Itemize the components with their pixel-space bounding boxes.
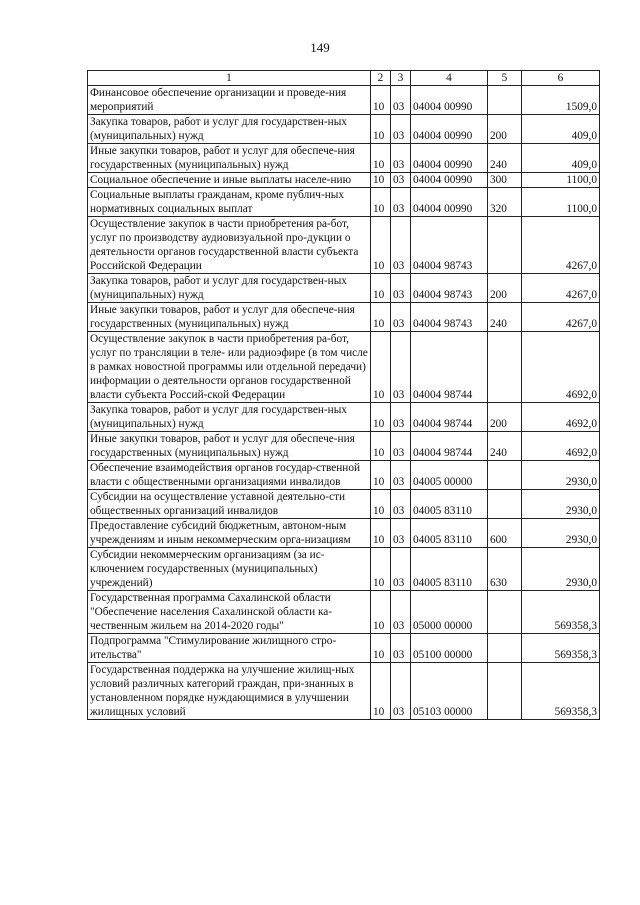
row-expense-type: 240 (488, 303, 522, 332)
row-name: Социальные выплаты гражданам, кроме публич-ных нормативных социальных выплат (88, 188, 371, 217)
table-row (88, 86, 600, 115)
row-expense-type: 630 (488, 548, 522, 591)
row-section: 10 (371, 173, 391, 188)
row-name: Социальное обеспечение и иные выплаты населе-нию (88, 173, 371, 188)
row-target-code: 04004 00990 (411, 115, 488, 144)
table-row (88, 173, 600, 188)
page-number: 149 (310, 40, 330, 55)
row-expense-type (488, 663, 522, 720)
row-expense-type (488, 634, 522, 663)
row-target-code: 05000 00000 (411, 591, 488, 634)
row-amount: 1100,0 (522, 188, 600, 217)
row-section: 10 (371, 188, 391, 217)
row-amount: 4267,0 (522, 274, 600, 303)
column-header: 4 (411, 71, 488, 86)
table-row (88, 188, 600, 217)
row-amount: 4692,0 (522, 332, 600, 403)
row-amount: 4692,0 (522, 403, 600, 432)
table-row (88, 519, 600, 548)
row-expense-type: 320 (488, 188, 522, 217)
column-header: 5 (488, 71, 522, 86)
row-section: 10 (371, 217, 391, 274)
row-name: Финансовое обеспечение организации и проведе-ния мероприятий (88, 86, 371, 115)
row-name: Осуществление закупок в части приобретения ра-бот, услуг по производству аудиовизуальной про-дукции о деятельности органов государственной власти субъекта Российской Федерации (88, 217, 371, 274)
row-amount: 2930,0 (522, 461, 600, 490)
row-name: Закупка товаров, работ и услуг для государствен-ных (муниципальных) нужд (88, 403, 371, 432)
row-section: 10 (371, 663, 391, 720)
row-target-code: 04004 98744 (411, 332, 488, 403)
row-section: 10 (371, 115, 391, 144)
row-section: 10 (371, 274, 391, 303)
row-target-code: 04004 00990 (411, 173, 488, 188)
row-name: Закупка товаров, работ и услуг для государствен-ных (муниципальных) нужд (88, 274, 371, 303)
row-subsection: 03 (391, 663, 411, 720)
row-amount: 1509,0 (522, 86, 600, 115)
row-subsection: 03 (391, 634, 411, 663)
row-target-code: 04005 83110 (411, 519, 488, 548)
row-amount: 569358,3 (522, 634, 600, 663)
row-expense-type (488, 217, 522, 274)
table-row (88, 115, 600, 144)
row-target-code: 04005 00000 (411, 461, 488, 490)
row-subsection: 03 (391, 303, 411, 332)
row-subsection: 03 (391, 403, 411, 432)
row-amount: 409,0 (522, 144, 600, 173)
row-expense-type (488, 490, 522, 519)
row-expense-type: 600 (488, 519, 522, 548)
row-name: Субсидии на осуществление уставной деятельно-сти общественных организаций инвалидов (88, 490, 371, 519)
row-expense-type: 200 (488, 274, 522, 303)
column-header: 2 (371, 71, 391, 86)
row-subsection: 03 (391, 548, 411, 591)
row-section: 10 (371, 591, 391, 634)
row-subsection: 03 (391, 461, 411, 490)
row-subsection: 03 (391, 274, 411, 303)
row-expense-type (488, 461, 522, 490)
row-amount: 409,0 (522, 115, 600, 144)
table-row (88, 274, 600, 303)
row-expense-type: 200 (488, 403, 522, 432)
row-section: 10 (371, 634, 391, 663)
row-expense-type (488, 332, 522, 403)
row-subsection: 03 (391, 591, 411, 634)
row-target-code: 04005 83110 (411, 548, 488, 591)
row-target-code: 04004 98743 (411, 303, 488, 332)
column-header: 3 (391, 71, 411, 86)
row-section: 10 (371, 403, 391, 432)
row-section: 10 (371, 519, 391, 548)
row-name: Обеспечение взаимодействия органов государ-ственной власти с общественными организациями инвалидов (88, 461, 371, 490)
row-expense-type (488, 591, 522, 634)
row-target-code: 04004 00990 (411, 144, 488, 173)
row-target-code: 05103 00000 (411, 663, 488, 720)
row-name: Иные закупки товаров, работ и услуг для обеспече-ния государственных (муниципальных) нужд (88, 303, 371, 332)
row-name: Закупка товаров, работ и услуг для государствен-ных (муниципальных) нужд (88, 115, 371, 144)
row-name: Иные закупки товаров, работ и услуг для обеспече-ния государственных (муниципальных) нужд (88, 432, 371, 461)
row-section: 10 (371, 432, 391, 461)
row-amount: 569358,3 (522, 663, 600, 720)
table-row (88, 217, 600, 274)
row-expense-type (488, 86, 522, 115)
row-name: Субсидии некоммерческим организациям (за ис-ключением государственных (муниципальных) учреждений) (88, 548, 371, 591)
row-subsection: 03 (391, 490, 411, 519)
row-name: Государственная программа Сахалинской области "Обеспечение населения Сахалинской области ка-чественным жильем на 2014-2020 годы" (88, 591, 371, 634)
row-expense-type: 240 (488, 432, 522, 461)
row-section: 10 (371, 303, 391, 332)
row-subsection: 03 (391, 86, 411, 115)
row-name: Предоставление субсидий бюджетным, автоном-ным учреждениям и иным некоммерческим орга-низациям (88, 519, 371, 548)
table-row (88, 332, 600, 403)
table-row (88, 403, 600, 432)
table-row (88, 490, 600, 519)
row-amount: 2930,0 (522, 548, 600, 591)
row-amount: 4267,0 (522, 303, 600, 332)
row-subsection: 03 (391, 115, 411, 144)
row-target-code: 05100 00000 (411, 634, 488, 663)
row-target-code: 04004 98743 (411, 217, 488, 274)
row-subsection: 03 (391, 144, 411, 173)
row-target-code: 04004 98744 (411, 403, 488, 432)
table-row (88, 548, 600, 591)
table-row (88, 591, 600, 634)
row-section: 10 (371, 461, 391, 490)
row-subsection: 03 (391, 432, 411, 461)
row-target-code: 04004 98743 (411, 274, 488, 303)
row-expense-type: 200 (488, 115, 522, 144)
row-section: 10 (371, 144, 391, 173)
row-amount: 2930,0 (522, 519, 600, 548)
row-amount: 2930,0 (522, 490, 600, 519)
row-subsection: 03 (391, 173, 411, 188)
table-header-row (88, 71, 600, 86)
row-target-code: 04005 83110 (411, 490, 488, 519)
row-section: 10 (371, 332, 391, 403)
row-section: 10 (371, 86, 391, 115)
table-row (88, 144, 600, 173)
row-subsection: 03 (391, 217, 411, 274)
row-amount: 569358,3 (522, 591, 600, 634)
row-section: 10 (371, 548, 391, 591)
column-header: 1 (88, 71, 371, 86)
row-expense-type: 300 (488, 173, 522, 188)
table-row (88, 461, 600, 490)
row-expense-type: 240 (488, 144, 522, 173)
row-amount: 4267,0 (522, 217, 600, 274)
row-subsection: 03 (391, 188, 411, 217)
row-name: Осуществление закупок в части приобретения ра-бот, услуг по трансляции в теле- или радиоэфире (в том числе в рамках новостной программы или отдельной передачи) информации о деятельности органов государственной власти субъекта Россий-ской Федерации (88, 332, 371, 403)
row-amount: 4692,0 (522, 432, 600, 461)
row-name: Подпрограмма "Стимулирование жилищного стро-ительства" (88, 634, 371, 663)
row-target-code: 04004 00990 (411, 86, 488, 115)
table-row (88, 303, 600, 332)
row-target-code: 04004 00990 (411, 188, 488, 217)
table-row (88, 432, 600, 461)
row-target-code: 04004 98744 (411, 432, 488, 461)
row-subsection: 03 (391, 332, 411, 403)
row-name: Государственная поддержка на улучшение жилищ-ных условий различных категорий граждан, при-знанных в установленном порядке нуждающимися в улучшении жилищных условий (88, 663, 371, 720)
row-section: 10 (371, 490, 391, 519)
column-header: 6 (522, 71, 600, 86)
table-row (88, 663, 600, 720)
row-amount: 1100,0 (522, 173, 600, 188)
table-row (88, 634, 600, 663)
row-subsection: 03 (391, 519, 411, 548)
row-name: Иные закупки товаров, работ и услуг для обеспече-ния государственных (муниципальных) нужд (88, 144, 371, 173)
budget-table (87, 70, 600, 720)
